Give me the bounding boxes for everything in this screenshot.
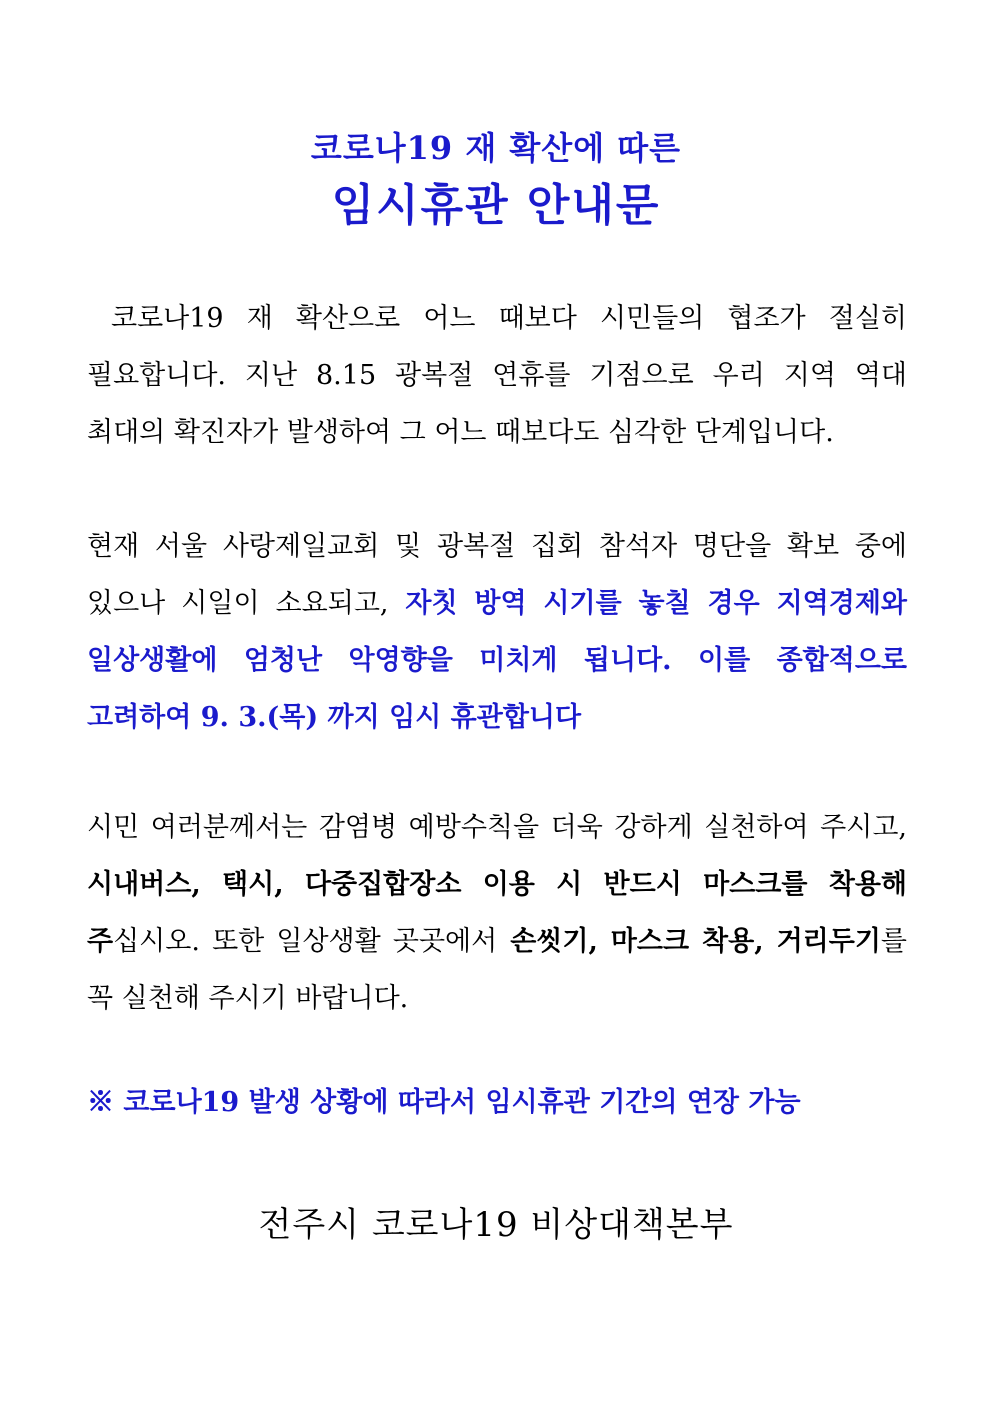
title-subheading: 코로나19 재 확산에 따른	[310, 129, 682, 167]
request-hygiene-rules: 손씻기, 마스크 착용, 거리두기	[497, 926, 881, 957]
paragraph-situation-text: 코로나19 재 확산으로 어느 때보다 시민들의 협조가 절실히 필요합니다. 지난 8.15 광복절 연휴를 기점으로 우리 지역 역대 최대의 확진자가 발생하여 그 어느 때보다도 심각한 단계입니다.	[87, 303, 907, 448]
paragraph-request	[87, 799, 907, 1027]
paragraph-closure	[87, 518, 907, 746]
closure-highlight: 자칫 방역 시기를 놓칠 경우 지역경제와 일상생활에 엄청난 악영향을 미치게 됩니다. 이를 종합적으로 고려하여 9. 3.(목) 까지 임시 휴관합니다	[87, 588, 907, 733]
request-mask-rule: 시내버스, 택시, 다중집합장소 이용 시 반드시 마스크를 착용해 주	[87, 869, 907, 957]
request-text-2: 십시오. 또한 일상생활 곳곳에서	[113, 926, 498, 957]
paragraph-situation	[87, 290, 907, 461]
issuer-signature: 전주시 코로나19 비상대책본부	[258, 1205, 734, 1245]
request-text-1: 시민 여러분께서는 감염병 예방수칙을 더욱 강하게 실천하여 주시고,	[87, 812, 907, 843]
request-text-3: 를 꼭 실천해 주시기 바랍니다.	[87, 926, 907, 1014]
extension-note: ※ 코로나19 발생 상황에 따라서 임시휴관 기간의 연장 가능	[87, 1087, 801, 1118]
paragraph-closure-text: 현재 서울 사랑제일교회 및 광복절 집회 참석자 명단을 확보 중에 있으나 시일이 소요되고,	[87, 531, 907, 619]
page-title: 임시휴관 안내문	[331, 180, 661, 231]
